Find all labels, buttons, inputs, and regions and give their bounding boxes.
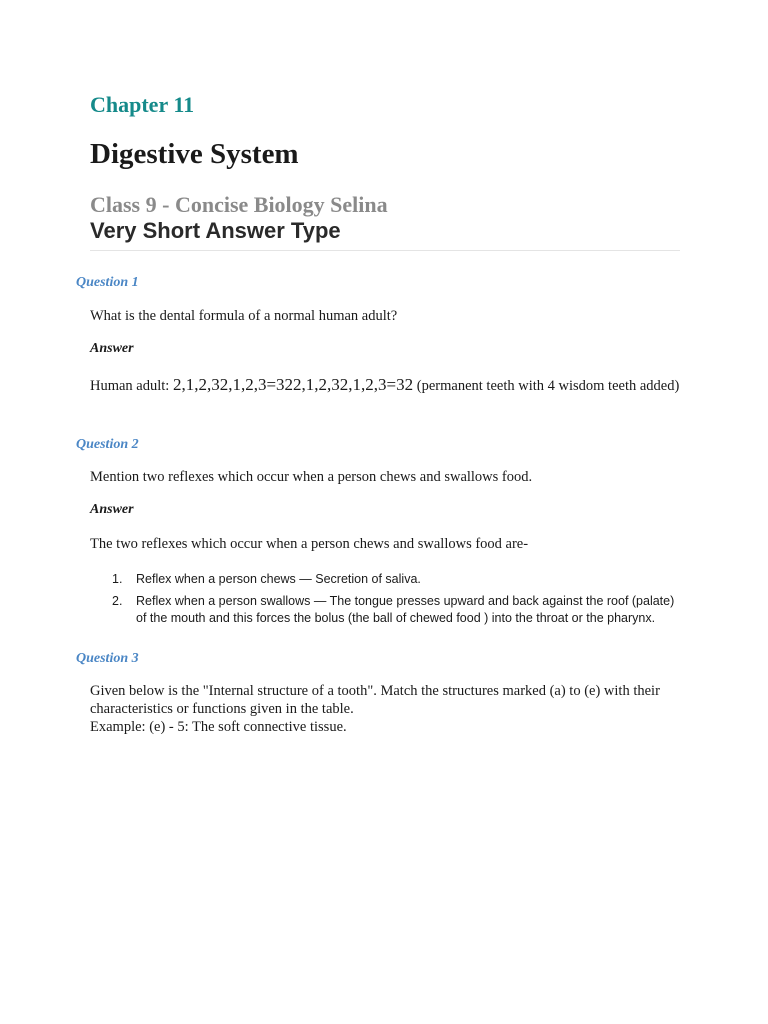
question-1-answer-label: Answer — [90, 341, 134, 356]
chapter-heading: Chapter 11 — [90, 92, 195, 117]
section-divider — [90, 250, 680, 251]
reflex-list — [112, 571, 682, 632]
answer-prefix: Human adult: — [90, 378, 173, 394]
list-item-number: 2. — [112, 594, 123, 608]
question-3-label: Question 3 — [76, 651, 139, 666]
section-heading: Very Short Answer Type — [90, 218, 341, 243]
page-title: Digestive System — [90, 138, 299, 170]
question-2-answer: The two reflexes which occur when a person chews and swallows food are- — [90, 536, 529, 552]
page-subtitle: Class 9 - Concise Biology Selina — [90, 192, 388, 217]
question-1-answer — [90, 376, 680, 395]
question-3-text: Given below is the "Internal structure of a tooth". Match the structures marked (a) to (e) with their characteristics or functions given in the table. — [90, 683, 660, 717]
answer-suffix: (permanent teeth with 4 wisdom teeth added) — [413, 378, 680, 394]
question-1-text: What is the dental formula of a normal human adult? — [90, 308, 398, 324]
question-2-answer-label: Answer — [90, 502, 134, 517]
question-1-label: Question 1 — [76, 275, 139, 290]
list-item — [112, 593, 682, 627]
question-3-example: Example: (e) - 5: The soft connective tissue. — [90, 719, 347, 735]
question-2-label: Question 2 — [76, 437, 139, 452]
list-item-text: Reflex when a person chews — Secretion of saliva. — [136, 572, 421, 586]
dental-formula: 2,1,2,32,1,2,3=322,1,2,32,1,2,3=32 — [172, 375, 414, 394]
question-2-text: Mention two reflexes which occur when a person chews and swallows food. — [90, 469, 533, 485]
list-item — [112, 571, 682, 588]
list-item-number: 1. — [112, 572, 123, 586]
list-item-text: Reflex when a person swallows — The tongue presses upward and back against the roof (palate) of the mouth and this forces the bolus (the ball of chewed food ) into the throat or the pharynx. — [136, 594, 675, 625]
